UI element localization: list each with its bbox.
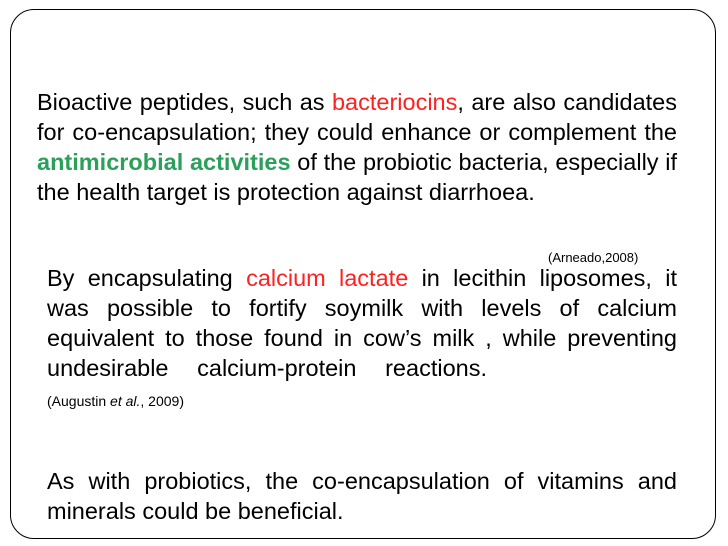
citation-augustin-a: (Augustin (47, 393, 111, 409)
citation-augustin-etal: et al. (110, 393, 141, 409)
p1-text-1: Bioactive peptides, such as (37, 89, 332, 115)
paragraph-bioactive-peptides (37, 87, 677, 207)
highlight-antimicrobial-activities: antimicrobial activities (37, 149, 291, 175)
p2-text-1: By encapsulating (47, 265, 247, 291)
highlight-calcium-lactate: calcium lactate (246, 265, 409, 291)
p1-text-3: of the probiotic bacteria, especially if the health target is protection against diarrhoea. (37, 149, 678, 205)
p1-text-2: , are also candidates for co-encapsulation; they could enhance or complement the (37, 89, 678, 145)
paragraph-vitamins-minerals: As with probiotics, the co-encapsulation of vitamins and minerals could be beneficial. (47, 468, 677, 524)
citation-augustin-c: , 2009) (140, 393, 184, 409)
citation-arneado: (Arneado,2008) (548, 250, 639, 265)
highlight-bacteriocins: bacteriocins (331, 89, 458, 115)
citation-augustin (47, 393, 184, 409)
paragraph-calcium-lactate (47, 263, 677, 416)
p2-text-2: in lecithin liposomes, it was possible to fortify soymilk with levels of calcium equivalent to those found in cow’s milk , while preventing undesirable calcium-protein reactions. (47, 265, 677, 381)
